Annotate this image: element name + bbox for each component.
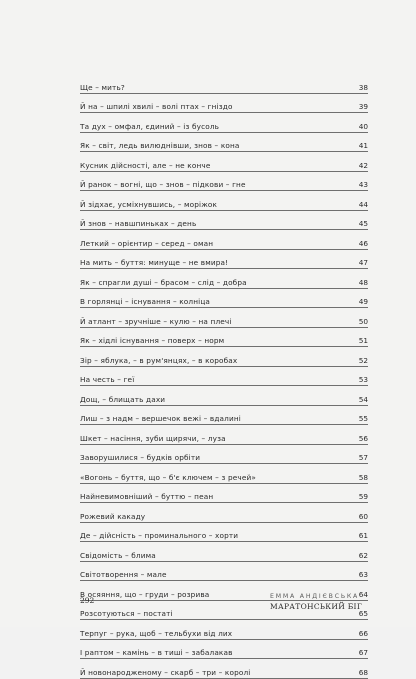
toc-entry-title: Й зідхає, усміхнувшись, – моріжок (80, 199, 218, 209)
toc-entry-page: 61 (358, 531, 368, 540)
toc-entry-page: 51 (358, 336, 368, 345)
toc-entry-title: Та дух – омфал, єдиний – із бусоль (80, 121, 220, 131)
toc-entry (80, 503, 368, 523)
running-footer-author: ЕММА АНДІЄВСЬКА (270, 593, 360, 600)
toc-entry-title: Леткий – орієнтир – серед – оман (80, 238, 214, 248)
toc-entry-title: На честь – геї (80, 375, 135, 384)
toc-entry-page: 53 (358, 375, 368, 384)
toc-entry (80, 620, 368, 640)
toc-entry (80, 191, 368, 211)
toc-entry-title: Й на – шпилі хвилі – волі птах – гніздо (80, 102, 233, 111)
toc-entry-page: 63 (358, 570, 368, 579)
running-footer-book-title: МАРАТОНСЬКИЙ БІГ (270, 602, 363, 611)
toc-entry-title: Як – хідлі існування – поверх – норм (80, 336, 225, 345)
toc-entry-page: 66 (358, 628, 368, 638)
toc-entry (80, 230, 368, 250)
toc-entry (80, 367, 368, 387)
toc-entry-title: Заворушилися – будків орбіти (80, 453, 201, 462)
toc-entry-title: Світотворення – мале (80, 570, 167, 579)
toc-entry-title: Й новонародженому – скарб – три – королі (80, 667, 251, 677)
toc-entry (80, 211, 368, 231)
toc-entry-title: Зір – яблука, – в рум'янцях, – в коробах (80, 355, 238, 365)
toc-entry-page: 54 (358, 394, 368, 404)
toc-entry (80, 406, 368, 426)
toc-entry (80, 328, 368, 348)
toc-entry-page: 55 (358, 414, 368, 423)
toc-entry-page: 41 (358, 141, 368, 150)
table-of-contents (80, 74, 368, 679)
toc-entry (80, 250, 368, 270)
toc-entry-page: 45 (358, 219, 368, 228)
toc-entry (80, 464, 368, 484)
toc-entry-page: 47 (358, 258, 368, 267)
toc-entry (80, 133, 368, 153)
toc-entry-page: 64 (358, 589, 368, 599)
toc-entry-title: Де – дійсність – проминального – хорти (80, 531, 239, 540)
toc-entry (80, 425, 368, 445)
toc-entry (80, 289, 368, 309)
toc-entry-page: 59 (358, 492, 368, 501)
toc-entry (80, 172, 368, 192)
toc-entry (80, 386, 368, 406)
toc-entry-page: 44 (358, 199, 368, 209)
toc-entry (80, 152, 368, 172)
toc-entry (80, 640, 368, 660)
toc-entry-title: Лиш – з надм – вершечок вежі – вдалині (80, 414, 241, 423)
toc-entry (80, 74, 368, 94)
toc-entry-page: 67 (358, 648, 368, 657)
toc-entry-page: 68 (358, 667, 368, 677)
toc-entry-title: Шкет – насіння, зуби щирячи, – луза (80, 433, 226, 443)
toc-entry-title: На мить – буття: минуще – не вмира! (80, 258, 229, 267)
toc-entry-title: Ще – мить? (80, 82, 125, 92)
toc-entry (80, 484, 368, 504)
toc-entry-page: 65 (358, 609, 368, 618)
toc-entry-title: Й ранок – вогні, що – знов – підкови – гне (80, 180, 246, 189)
toc-entry-page: 48 (358, 277, 368, 287)
toc-entry-page: 40 (358, 121, 368, 131)
toc-entry-title: Й знов – навшпиньках – день (80, 219, 197, 228)
toc-entry-title: Найневимовніший – буттю – пеан (80, 492, 214, 501)
toc-entry-title: Рожевий какаду (80, 511, 146, 521)
toc-entry (80, 94, 368, 114)
toc-entry-page: 50 (358, 316, 368, 326)
toc-entry-title: Як – спрагли душі – брасом – слід – добра (80, 277, 247, 287)
toc-entry (80, 113, 368, 133)
toc-entry-page: 52 (358, 355, 368, 365)
toc-entry-page: 38 (358, 82, 368, 92)
toc-entry-page: 57 (358, 453, 368, 462)
toc-entry-page: 46 (358, 238, 368, 248)
toc-entry-page: 39 (358, 102, 368, 111)
toc-entry-title: Розсотуються – постаті (80, 609, 173, 618)
toc-entry (80, 523, 368, 543)
toc-entry-title: І раптом – камінь – в тиші – забалакав (80, 648, 233, 657)
toc-entry (80, 659, 368, 679)
toc-entry-page: 58 (358, 472, 368, 482)
toc-entry-title: Дощ, – блищать дахи (80, 394, 166, 404)
toc-entry (80, 269, 368, 289)
toc-entry-title: В горлянці – існування – колніца (80, 297, 211, 306)
toc-entry-title: Терпуг – рука, щоб – тельбухи від лих (80, 628, 233, 638)
toc-entry-title: Й атлант – зручніше – кулю – на плечі (80, 316, 232, 326)
toc-entry-page: 56 (358, 433, 368, 443)
toc-entry-page: 60 (358, 511, 368, 521)
toc-entry-page: 42 (358, 160, 368, 170)
toc-entry (80, 542, 368, 562)
toc-entry-title: Кусник дійсності, але – не конче (80, 160, 211, 170)
toc-entry-title: «Вогонь – буття, що – б'є ключем – з речей» (80, 472, 256, 482)
page-number: 292 (80, 596, 95, 605)
toc-entry-title: Як – світ, ледь вилюднівши, знов – кона (80, 141, 240, 150)
toc-entry (80, 308, 368, 328)
toc-entry-title: Свідомість – блима (80, 550, 156, 560)
toc-entry (80, 445, 368, 465)
toc-entry (80, 347, 368, 367)
toc-entry-title: В осяяння, що – груди – розрива (80, 589, 210, 599)
toc-entry (80, 562, 368, 582)
toc-entry-page: 43 (358, 180, 368, 189)
toc-entry-page: 62 (358, 550, 368, 560)
toc-entry-page: 49 (358, 297, 368, 306)
